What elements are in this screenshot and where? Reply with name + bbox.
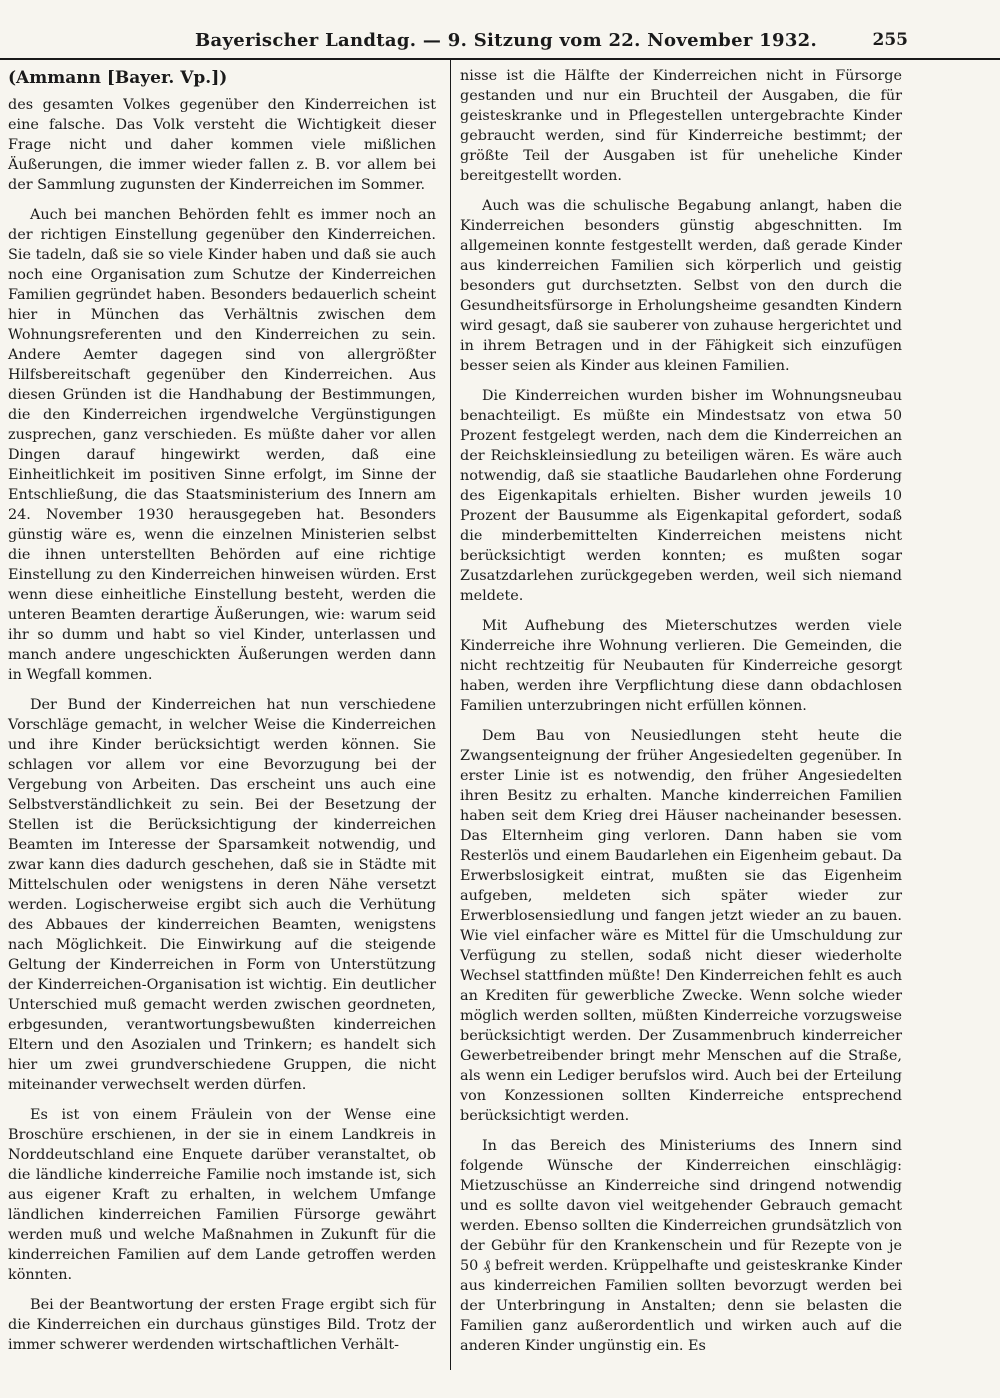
paragraph: Die Kinderreichen wurden bisher im Wohnungsneubau benachteiligt. Es müßte ein Mindestsatz von etwa 50 Prozent festgelegt werden, nach dem die Kinderreichen an der Reichskleinsiedlung zu beteiligen wären. Es wäre auch notwendig, daß sie staatliche Baudarlehen ohne Forderung des Eigenkapitals erhielten. Bisher wurden jeweils 10 Prozent der Bausumme als Eigenkapital gefordert, sodaß die minderbemittelten Kinderreichen meistens nicht berücksichtigt werden konnten; es mußten sogar Zusatzdarlehen zurückgegeben werden, weil sich niemand meldete. xyxy=(460,388,902,604)
running-title: Bayerischer Landtag. — 9. Sitzung vom 22. November 1932. xyxy=(195,30,818,51)
paragraph: In das Bereich des Ministeriums des Innern sind folgende Wünsche der Kinderreichen einschlägig: Mietzuschüsse an Kinderreiche sind dringend notwendig und es sollte davon viel weitgehender Gebrauch gemacht werden. Ebenso sollten die Kinderreichen grundsätzlich von der Gebühr für den Krankenschein und für Rezepte von je 50 ₰ befreit werden. Krüppelhafte und geisteskranke Kinder aus kinderreichen Familien sollten bevorzugt werden bei der Unterbringung in Anstalten; denn sie belasten die Familien ganz außerordentlich und wirken auch auf die anderen Kinder ungünstig ein. Es xyxy=(460,1138,902,1354)
paragraph: des gesamten Volkes gegenüber den Kinderreichen ist eine falsche. Das Volk versteht die Wichtigkeit dieser Frage nicht und daher kommen viele mißlichen Äußerungen, die immer wieder fallen z. B. vor allem bei der Sammlung zugunsten der Kinderreichen im Sommer. xyxy=(8,97,436,193)
paragraph: Es ist von einem Fräulein von der Wense eine Broschüre erschienen, in der sie in einem Landkreis in Norddeutschland eine Enquete darüber veranstaltet, ob die ländliche kinderreiche Familie noch imstande ist, sich aus eigener Kraft zu erhalten, in welchem Umfange ländlichen kinderreichen Familien Fürsorge gewährt werden muß und welche Maßnahmen in Zukunft für die kinderreichen Familien auf dem Lande getroffen werden könnten. xyxy=(8,1107,436,1283)
paragraph: Auch was die schulische Begabung anlangt, haben die Kinderreichen besonders günstig abgeschnitten. Im allgemeinen konnte festgestellt werden, daß gerade Kinder aus kinderreichen Familien sich körperlich und geistig besonders gut durchsetzten. Selbst von den durch die Gesundheitsfürsorge in Erholungsheime gesandten Kindern wird gesagt, daß sie sauberer von zuhause hergerichtet und in ihrem Betragen und in der Fähigkeit sich einzufügen besser seien als Kinder aus kleinen Familien. xyxy=(460,198,902,374)
paragraph: Bei der Beantwortung der ersten Frage ergibt sich für die Kinderreichen ein durchaus günstiges Bild. Trotz der immer schwerer werdenden wirtschaftlichen Verhält- xyxy=(8,1297,436,1353)
column-divider xyxy=(450,60,451,1370)
paragraph: Mit Aufhebung des Mieterschutzes werden viele Kinderreiche ihre Wohnung verlieren. Die Gemeinden, die nicht rechtzeitig für Neubauten für Kinderreiche gesorgt haben, werden ihre Verpflichtung diese dann obdachlosen Familien unterzubringen nicht erfüllen können. xyxy=(460,618,902,714)
header-rule xyxy=(0,58,1000,60)
paragraph: nisse ist die Hälfte der Kinderreichen nicht in Fürsorge gestanden und nur ein Bruchteil der Ausgaben, die für geisteskranke und in Pflegestellen untergebrachte Kinder gebraucht werden, sind für Kinderreiche bestimmt; der größte Teil der Ausgaben ist für uneheliche Kinder bereitgestellt worden. xyxy=(460,68,902,184)
paragraph: Der Bund der Kinderreichen hat nun verschiedene Vorschläge gemacht, in welcher Weise die Kinderreichen und ihre Kinder berücksichtigt werden können. Sie schlagen vor allem vor eine Bevorzugung bei der Vergebung von Arbeiten. Das erscheint uns auch eine Selbstverständlichkeit zu sein. Bei der Besetzung der Stellen ist die Berücksichtigung der kinderreichen Beamten im Interesse der Sparsamkeit notwendig, und zwar kann dies dadurch geschehen, daß sie in Städte mit Mittelschulen oder wenigstens in deren Nähe versetzt werden. Logischerweise ergibt sich auch die Verhütung des Abbaues der kinderreichen Beamten, wenigstens nach Möglichkeit. Die Einwirkung auf die steigende Geltung der Kinderreichen in Form von Unterstützung der Kinderreichen-Organisation ist wichtig. Ein deutlicher Unterschied muß gemacht werden zwischen geordneten, erbgesunden, verantwortungsbewußten kinderreichen Eltern und den Asozialen und Trinkern; es handelt sich hier um zwei grundverschiedene Gruppen, die nicht miteinander verwechselt werden dürfen. xyxy=(8,697,436,1093)
paragraph: Auch bei manchen Behörden fehlt es immer noch an der richtigen Einstellung gegenüber den Kinderreichen. Sie tadeln, daß sie so viele Kinder haben und daß sie auch noch eine Organisation zum Schutze der Kinderreichen Familien gegründet haben. Besonders bedauerlich scheint hier in München das Verhältnis zwischen dem Wohnungsreferenten und den Kinderreichen zu sein. Andere Aemter dagegen sind von allergrößter Hilfsbereitschaft gegenüber den Kinderreichen. Aus diesen Gründen ist die Handhabung der Bestimmungen, die den Kinderreichen irgendwelche Vergünstigungen zusprechen, ganz verschieden. Es müßte daher vor allen Dingen darauf hingewirkt werden, daß eine Einheitlichkeit im positiven Sinne erfolgt, im Sinne der Entschließung, die das Staatsministerium des Innern am 24. November 1930 herausgegeben hat. Besonders günstig wäre es, wenn die einzelnen Ministerien selbst die ihnen unterstellten Behörden auf eine richtige Einstellung zu den Kinderreichen hinweisen würden. Erst wenn diese einheitliche Einstellung besteht, werden die unteren Beamten derartige Äußerungen, wie: warum seid ihr so dumm und habt so viel Kinder, unterlassen und manch andere ungeschickten Äußerungen werden dann in Wegfall kommen. xyxy=(8,207,436,683)
page-number: 255 xyxy=(872,30,908,50)
page-header xyxy=(0,24,1000,60)
speaker-attribution: (Ammann [Bayer. Vp.]) xyxy=(8,68,228,88)
right-column xyxy=(460,66,902,1356)
paragraph: Dem Bau von Neusiedlungen steht heute die Zwangsenteignung der früher Angesiedelten gegenüber. In erster Linie ist es notwendig, den früher Angesiedelten ihren Besitz zu erhalten. Manche kinderreichen Familien haben seit dem Krieg drei Häuser nacheinander besessen. Das Elternheim ging verloren. Dann haben sie vom Resterlös und einem Baudarlehen ein Eigenheim gebaut. Da Erwerbslosigkeit eintrat, mußten sie das Eigenheim aufgeben, meldeten sich später wieder zur Erwerblosensiedlung und fangen jetzt wieder an zu bauen. Wie viel einfacher wäre es Mittel für die Umschuldung zur Verfügung zu stellen, sodaß nicht dieser wiederholte Wechsel stattfinden müßte! Den Kinderreichen fehlt es auch an Krediten für gewerbliche Zwecke. Wenn solche wieder möglich werden sollten, müßten Kinderreiche vorzugsweise berücksichtigt werden. Der Zusammenbruch kinderreicher Gewerbetreibender bringt mehr Menschen auf die Straße, als wenn ein Lediger berufslos wird. Auch bei der Erteilung von Konzessionen sollten Kinderreiche entsprechend berücksichtigt werden. xyxy=(460,728,903,1124)
left-column xyxy=(8,66,436,1355)
